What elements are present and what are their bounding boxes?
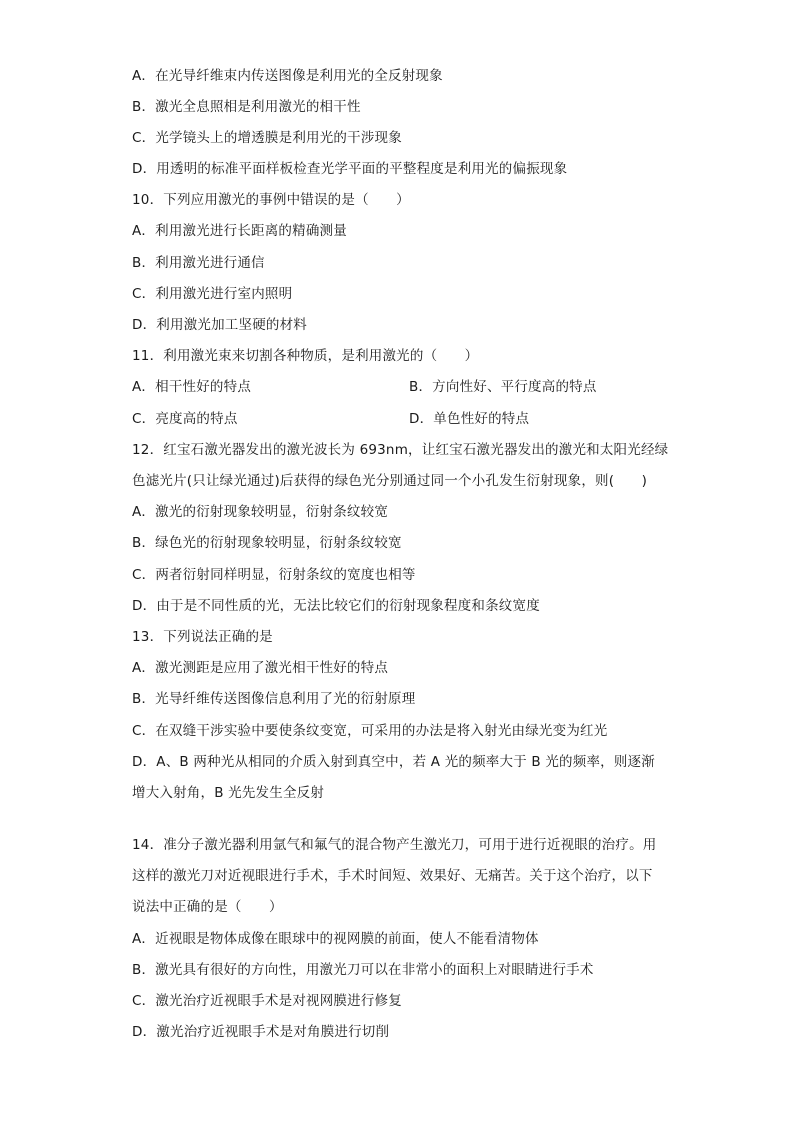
- q11-option-c: C．亮度高的特点: [132, 411, 238, 427]
- q14-stem-line2: 这样的激光刀对近视眼进行手术，手术时间短、效果好、无痛苦。关于这个治疗，以下: [132, 868, 653, 884]
- q12-option-a: A．激光的衍射现象较明显，衍射条纹较宽: [132, 504, 389, 520]
- q13-option-c: C．在双缝干涉实验中要使条纹变宽，可采用的办法是将入射光由绿光变为红光: [132, 723, 608, 739]
- q10-option-c: C．利用激光进行室内照明: [132, 286, 293, 302]
- q12-stem-line1: 12．红宝石激光器发出的激光波长为 693nm，让红宝石激光器发出的激光和太阳光经绿: [132, 442, 669, 458]
- q14-stem-line3: 说法中正确的是（ ）: [132, 899, 283, 915]
- q9-option-d: D．用透明的标准平面样板检查光学平面的平整程度是利用光的偏振现象: [132, 161, 568, 177]
- q14-option-c: C．激光治疗近视眼手术是对视网膜进行修复: [132, 993, 402, 1009]
- q12-option-d: D．由于是不同性质的光，无法比较它们的衍射现象程度和条纹宽度: [132, 598, 540, 614]
- q12-option-c: C．两者衍射同样明显，衍射条纹的宽度也相等: [132, 567, 416, 583]
- q10-option-b: B．利用激光进行通信: [132, 255, 265, 271]
- q11-option-a: A．相干性好的特点: [132, 379, 252, 395]
- q13-option-a: A．激光测距是应用了激光相干性好的特点: [132, 660, 389, 676]
- q11-stem: 11．利用激光束来切割各种物质，是利用激光的（ ）: [132, 348, 479, 364]
- q9-option-c: C．光学镜头上的增透膜是利用光的干涉现象: [132, 130, 402, 146]
- q13-option-b: B．光导纤维传送图像信息利用了光的衍射原理: [132, 691, 416, 707]
- q12-stem-line2: 色滤光片(只让绿光通过)后获得的绿色光分别通过同一个小孔发生衍射现象，则( ): [132, 473, 648, 489]
- q11-option-d: D．单色性好的特点: [409, 411, 530, 427]
- q11-option-b: B．方向性好、平行度高的特点: [409, 379, 597, 395]
- q14-stem-line1: 14．准分子激光器利用氩气和氟气的混合物产生激光刀，可用于进行近视眼的治疗。用: [132, 837, 657, 853]
- q13-stem: 13．下列说法正确的是: [132, 629, 273, 645]
- q10-option-d: D．利用激光加工坚硬的材料: [132, 317, 307, 333]
- q13-option-d-line2: 增大入射角，B 光先发生全反射: [132, 785, 325, 801]
- q14-option-d: D．激光治疗近视眼手术是对角膜进行切削: [132, 1024, 390, 1040]
- q9-option-b: B．激光全息照相是利用激光的相干性: [132, 99, 361, 115]
- q12-option-b: B．绿色光的衍射现象较明显，衍射条纹较宽: [132, 535, 402, 551]
- q10-stem: 10．下列应用激光的事例中错误的是（ ）: [132, 192, 410, 208]
- q14-option-b: B．激光具有很好的方向性，用激光刀可以在非常小的面积上对眼睛进行手术: [132, 962, 594, 978]
- q14-option-a: A．近视眼是物体成像在眼球中的视网膜的前面，使人不能看清物体: [132, 931, 539, 947]
- q13-option-d-line1: D．A、B 两种光从相同的介质入射到真空中，若 A 光的频率大于 B 光的频率，则逐渐: [132, 754, 655, 770]
- q9-option-a: A．在光导纤维束内传送图像是利用光的全反射现象: [132, 68, 443, 84]
- q10-option-a: A．利用激光进行长距离的精确测量: [132, 223, 347, 239]
